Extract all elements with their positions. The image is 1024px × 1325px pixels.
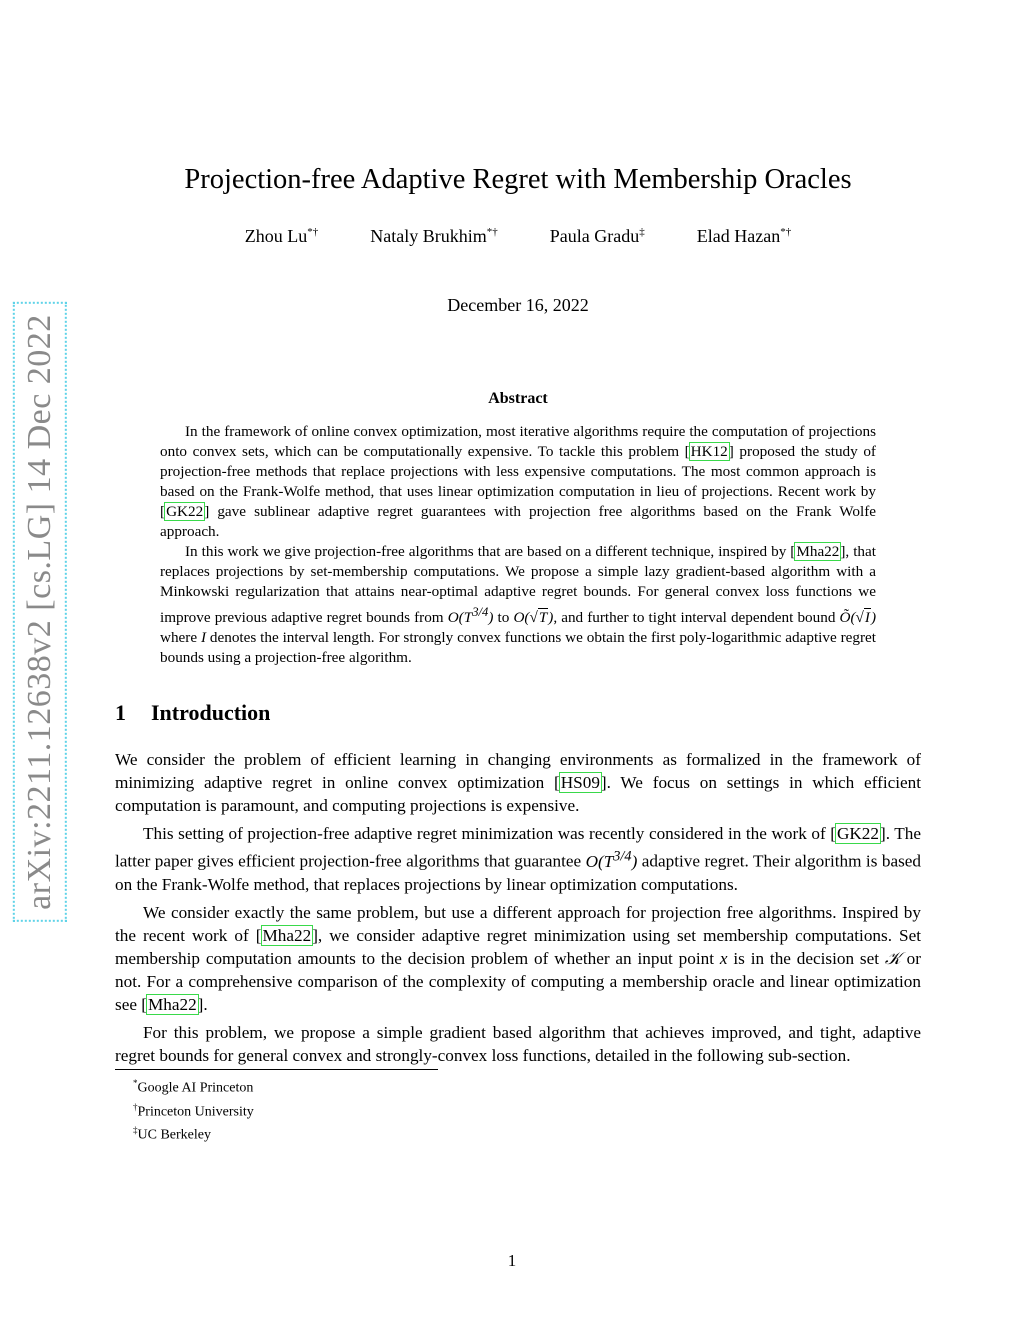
page-number: 1: [507, 1251, 517, 1270]
author: Zhou Lu*†: [244, 226, 319, 246]
author: Elad Hazan*†: [696, 226, 792, 246]
paper-title: Projection-free Adaptive Regret with Membership Oracles: [184, 164, 852, 195]
math-variable: 𝒦: [884, 948, 901, 968]
citation-link[interactable]: Mha22: [147, 994, 197, 1014]
citation-link[interactable]: HK12: [690, 443, 728, 460]
footnote: †Princeton University: [133, 1101, 254, 1120]
introduction-body: [115, 748, 921, 1072]
body-paragraph: For this problem, we propose a simple gradient based algorithm that achieves improved, and tight, adaptive regret bounds for general convex and strongly-convex loss functions, detailed in the following sub-section.: [115, 1022, 921, 1065]
footnotes: [133, 1074, 254, 1145]
section-heading: [115, 700, 270, 726]
citation-link[interactable]: GK22: [836, 824, 879, 843]
math-expression: $O(T^{3/4})$: [447, 605, 494, 627]
abstract-body: [160, 422, 876, 668]
abstract-paragraph: In this work we give projection-free algorithms that are based on a different technique, inspired by [Mha22], that replaces projections by set-membership computations. We propose a simple lazy gradient-based algorithm with a Minkowski regularization that attains near-optimal adaptive regret bounds. For general convex loss functions we improve previous adaptive regret bounds from $O(T^{3/4})$ to O(√T), and further to tight interval dependent bound Õ(√I) where I denotes the interval length. For strongly convex functions we obtain the first poly-logarithmic adaptive regret bounds using a projection-free algorithm.: [160, 543, 876, 667]
abstract-paragraph: In the framework of online convex optimization, most iterative algorithms require the computation of projections onto convex sets, which can be computationally expensive. To tackle this problem [HK12] proposed the study of projection-free methods that replace projections with less expensive computations. The most common approach is based on the Frank-Wolfe method, that uses linear optimization computation in lieu of projections. Recent work by [GK22] gave sublinear adaptive regret guarantees with projection free algorithms based on the Frank Wolfe approach.: [160, 423, 876, 540]
paper-date: December 16, 2022: [447, 295, 589, 315]
author-list: [100, 226, 936, 247]
abstract-heading: Abstract: [488, 390, 548, 407]
arxiv-identifier[interactable]: arXiv:2211.12638v2 [cs.LG] 14 Dec 2022: [21, 310, 59, 914]
citation-link[interactable]: Mha22: [796, 543, 840, 560]
author: Nataly Brukhim*†: [370, 226, 498, 246]
math-variable: x: [719, 948, 728, 968]
body-paragraph: We consider exactly the same problem, but use a different approach for projection free algorithms. Inspired by the recent work of [Mha22], we consider adaptive regret minimization using set membership computations. Set membership computation amounts to the decision problem of whether an input point x is in the decision set 𝒦 or not. For a comprehensive comparison of the complexity of computing a membership oracle and linear optimization see [Mha22].: [115, 902, 922, 1014]
footnote-rule: [115, 1069, 438, 1070]
math-expression: $O(T^{3/4})$: [585, 848, 638, 871]
math-expression: Õ(√I): [839, 609, 876, 627]
citation-link[interactable]: HS09: [560, 773, 600, 792]
body-paragraph: We consider the problem of efficient learning in changing environments as formalized in the framework of minimizing adaptive regret in online convex optimization [HS09]. We focus on settings in which efficient computation is paramount, and computing projections is expensive.: [115, 750, 921, 815]
body-paragraph: This setting of projection-free adaptive regret minimization was recently considered in the work of [GK22]. The latter paper gives efficient projection-free algorithms that guarantee $O(T^{3/4})$ adaptive regret. Their algorithm is based on the Frank-Wolfe method, that replaces projections by linear optimization computations.: [115, 824, 921, 894]
arxiv-watermark: [10, 316, 70, 908]
author: Paula Gradu‡: [549, 226, 645, 246]
math-expression: O(√T): [513, 609, 554, 627]
section-title: Introduction: [151, 700, 271, 725]
footnote: ‡UC Berkeley: [133, 1125, 211, 1143]
citation-link[interactable]: Mha22: [262, 925, 312, 945]
footnote: *Google AI Princeton: [133, 1078, 254, 1096]
citation-link[interactable]: GK22: [166, 503, 204, 520]
section-number: 1: [115, 700, 126, 725]
math-variable: I: [200, 629, 207, 647]
